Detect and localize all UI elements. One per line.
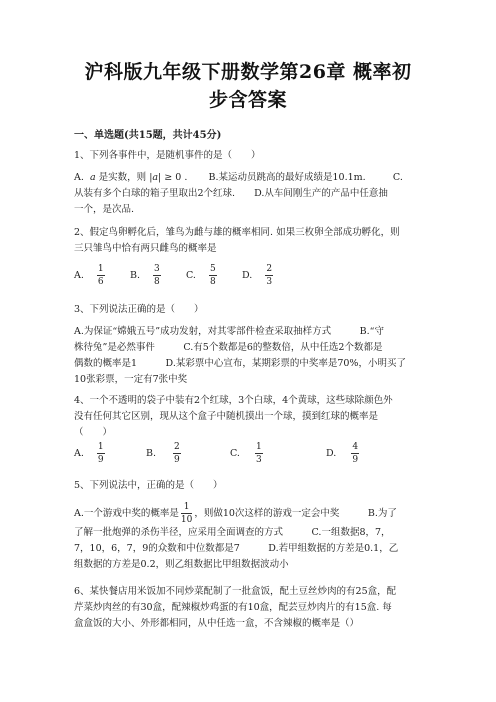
- question-4: [74, 393, 426, 441]
- title-line-2: 步含答案: [208, 89, 287, 111]
- fraction: $\frac{1}{3}$: [255, 442, 262, 465]
- question-2-line-2: 三只雏鸟中恰有两只雌鸟的概率是: [74, 243, 217, 254]
- question-2-option-c: C. $\frac{5}{8}$: [186, 264, 216, 287]
- question-1-line-3: 一个，是次品.: [74, 204, 135, 215]
- abs-value-a: |a|: [149, 172, 162, 183]
- question-3-line-4: 10张彩票，一定有7张中奖: [74, 374, 188, 385]
- question-3: [74, 302, 426, 318]
- fraction: $\frac{1}{9}$: [97, 442, 104, 465]
- question-4-line-1: 4、一个不透明的袋子中装有2个红球，3个白球，4个黄球，这些球除颜色外: [74, 395, 393, 406]
- question-4-option-d: D. $\frac{4}{9}$: [326, 442, 359, 465]
- option-b-text: B.某运动员跳高的最好成绩是10.1m.: [208, 172, 366, 183]
- question-6-line-1: 6、某快餐店用米饭加不同炒菜配制了一批盒饭，配土豆丝炒肉的有25盒，配: [74, 586, 397, 597]
- question-4-option-a: A. $\frac{1}{9}$: [74, 442, 104, 465]
- fraction: $\frac{2}{3}$: [266, 264, 273, 287]
- question-1-options: [74, 170, 426, 218]
- question-5-line-4: 组数据的方差是0.2，则乙组数据比甲组数据波动小: [74, 559, 289, 570]
- option-a-text: 是实数，则: [98, 172, 147, 183]
- question-5: [74, 478, 426, 494]
- option-a-inequality: ≥ 0 .: [164, 172, 188, 183]
- document-title: [60, 58, 436, 114]
- question-2-option-b: B. $\frac{3}{8}$: [130, 264, 160, 287]
- question-4-options: [74, 442, 426, 470]
- question-2-option-a: A. $\frac{1}{6}$: [74, 264, 104, 287]
- section-heading: 一、单选题(共15题，共计45分): [74, 130, 222, 141]
- question-3-line-2: 株待兔”是必然事件 C.有5个数都是6的整数倍，从中任选2个数都是: [74, 342, 383, 353]
- question-3-options: [74, 324, 426, 388]
- variable-a: a: [89, 172, 96, 183]
- question-1: [74, 148, 426, 164]
- question-2: [74, 225, 426, 257]
- question-6-line-3: 盒盒饭的大小、外形都相同，从中任选一盒，不含辣椒的概率是（）: [74, 618, 360, 629]
- question-1-line-2: 从装有多个白球的箱子里取出2个红球. D.从车间刚生产的产品中任意抽: [74, 188, 388, 199]
- question-5-line-1: [74, 502, 426, 525]
- question-6: [74, 584, 426, 632]
- question-4-line-2: 没有任何其它区别，现从这个盒子中随机摸出一个球，摸到红球的概率是: [74, 411, 379, 422]
- question-3-line-3: 偶数的概率是1 D.某彩票中心宣布，某期彩票的中奖率是70%，小明买了: [74, 358, 406, 369]
- option-a-label: A.: [74, 172, 84, 183]
- fraction: $\frac{3}{8}$: [154, 264, 160, 287]
- fraction: $\frac{1}{10}$: [180, 502, 193, 525]
- question-5-option-a-text: A.一个游戏中奖的概率是: [74, 508, 179, 519]
- fraction: $\frac{1}{6}$: [97, 264, 104, 287]
- title-line-1: 沪科版九年级下册数学第26章 概率初: [84, 61, 412, 83]
- option-c-label: C.: [392, 172, 403, 183]
- question-1-stem: 1、下列各事件中，是随机事件的是（ ）: [74, 150, 261, 161]
- question-6-line-2: 芹菜炒肉丝的有30盒，配辣椒炒鸡蛋的有10盒，配芸豆炒肉片的有15盒. 每: [74, 602, 392, 613]
- question-2-option-d: D. $\frac{2}{3}$: [242, 264, 273, 287]
- fraction: $\frac{5}{8}$: [209, 264, 216, 287]
- fraction: $\frac{4}{9}$: [352, 442, 359, 465]
- question-1-line-1: [74, 170, 426, 186]
- question-5-stem: 5、下列说法中，正确的是（ ）: [74, 480, 223, 491]
- question-5-option-a-rest: ，则做10次这样的游戏一定会中奖 B.为了: [194, 508, 397, 519]
- question-4-option-b: B. $\frac{2}{9}$: [146, 442, 180, 465]
- question-3-stem: 3、下列说法正确的是（ ）: [74, 304, 204, 315]
- question-5-options: [74, 502, 426, 573]
- question-4-option-c: C. $\frac{1}{3}$: [230, 442, 262, 465]
- question-2-options: [74, 264, 426, 292]
- question-4-line-3: （ ）: [74, 427, 113, 438]
- question-5-line-3: 7，10，6，7，9的众数和中位数都是7 D.若甲组数据的方差是0.1，乙: [74, 543, 399, 554]
- fraction: $\frac{2}{9}$: [174, 442, 180, 465]
- question-2-line-1: 2、假定鸟卵孵化后，雏鸟为雌与雄的概率相同. 如果三枚卵全部成功孵化，则: [74, 227, 400, 238]
- question-5-line-2: 了解一批炮弹的杀伤半径，应采用全面调查的方式 C.一组数据8，7，: [74, 527, 391, 538]
- question-3-line-1: A.为保证“嫦娥五号”成功发射，对其零部件检查采取抽样方式 B.“守: [74, 326, 384, 337]
